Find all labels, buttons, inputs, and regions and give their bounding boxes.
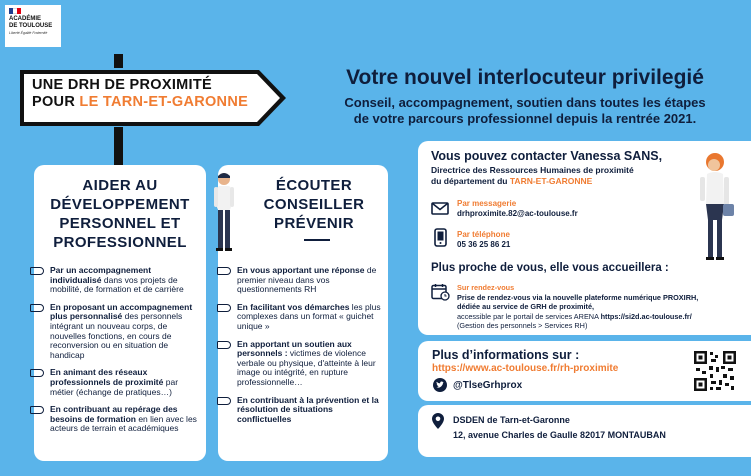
phone-label: Par téléphone — [457, 230, 510, 239]
sign-line2-prefix: POUR — [32, 94, 80, 110]
col1-title-line: PROFESSIONNEL — [53, 234, 187, 251]
tag-icon — [30, 304, 44, 312]
road-sign-text — [32, 77, 282, 111]
list-item — [217, 396, 387, 425]
logo-line1: ACADÉMIE — [9, 16, 42, 22]
item-bold: En animant des réseaux professionnels de proximité — [50, 367, 164, 387]
academie-logo — [5, 5, 61, 47]
mail-icon — [431, 202, 449, 215]
closer-heading: Plus proche de vous, elle vous accueillera : — [431, 262, 669, 274]
item-text: dans vos projets de mobilité, de formation et de carrière — [50, 274, 184, 295]
contact-header — [431, 149, 701, 187]
contact-heading: Vous pouvez contacter Vanessa SANS, — [431, 149, 663, 163]
rdv-text1-prefix: accessible par le portail de services ARENA — [457, 311, 601, 321]
sign-post-bottom — [114, 127, 123, 167]
more-info-url[interactable]: https://www.ac-toulouse.fr/rh-proximite — [432, 363, 619, 374]
item-bold: En contribuant au repérage des besoins de formation — [50, 404, 178, 424]
tag-icon — [217, 341, 231, 349]
arena-link[interactable]: https://si2d.ac-toulouse.fr/ — [600, 311, 692, 321]
item-text: en lien avec les acteurs de terrain et académiques — [50, 413, 197, 434]
logo-motto: Liberté Égalité Fraternité — [9, 31, 48, 35]
item-bold: En vous apportant une réponse — [237, 265, 365, 275]
rdv-text2: (Gestion des personnels > Services RH) — [457, 321, 588, 331]
col2-title-line: CONSEILLER — [263, 196, 365, 213]
col2-title-line: ÉCOUTER — [275, 177, 353, 194]
item-text: victimes de violence verbale ou physique, d'atteinte à leur image ou intégrité, en rupture professionnelle… — [237, 348, 376, 387]
tag-icon — [30, 369, 44, 377]
woman-illustration — [693, 150, 735, 266]
col1-title-line: DÉVELOPPEMENT — [50, 196, 190, 213]
rdv-block — [457, 283, 747, 331]
man-illustration — [208, 170, 240, 254]
col2-list — [217, 266, 387, 432]
list-item — [30, 368, 200, 397]
item-bold: En proposant un accompagnement plus personnalisé — [50, 301, 193, 322]
list-item — [30, 405, 200, 434]
item-text: les plus complexes dans un format « guichet unique » — [237, 301, 381, 331]
qr-code-icon — [693, 350, 737, 392]
mail-block — [457, 199, 578, 219]
rdv-label: Sur rendez-vous — [457, 283, 515, 292]
col2-title — [218, 176, 388, 233]
item-bold: En contribuant à la prévention et la résolution de situations conflictuelles — [237, 394, 379, 424]
calendar-icon — [431, 283, 450, 301]
address-block — [453, 413, 666, 443]
list-item — [217, 266, 387, 295]
phone-block — [457, 230, 510, 250]
logo-line2: DE TOULOUSE — [9, 22, 53, 29]
role-highlight: TARN-ET-GARONNE — [509, 176, 593, 186]
address-line1: DSDEN de Tarn-et-Garonne — [453, 415, 570, 425]
col1-list — [30, 266, 200, 442]
col1-title — [34, 176, 206, 252]
subtitle-line1: Conseil, accompagnement, soutien dans toutes les étapes — [344, 95, 706, 110]
rdv-bold2: dédiée au service de GRH de proximité, — [457, 302, 595, 312]
tag-icon — [217, 397, 231, 405]
item-text: de premier niveau dans vos questionnements RH — [237, 265, 377, 295]
col1-title-line: PERSONNEL ET — [59, 215, 181, 232]
sign-line2-highlight: LE TARN-ET-GARONNE — [79, 94, 249, 110]
location-pin-icon — [432, 413, 444, 429]
divider — [304, 239, 330, 241]
address-line2: 12, avenue Charles de Gaulle 82017 MONTAUBAN — [453, 430, 666, 440]
twitter-icon — [433, 378, 447, 392]
contact-role-line1: Directrice des Ressources Humaines de proximité — [431, 165, 634, 175]
twitter-handle[interactable]: @TlseGrhprox — [453, 380, 523, 391]
item-text: des personnels intégrant un nouveau corps, de nouvelles fonctions, en cours de reconversion ou en situation de handicap — [50, 311, 183, 360]
phone-icon — [434, 228, 447, 247]
item-bold: En facilitant vos démarches — [237, 301, 350, 312]
sign-line2 — [32, 94, 282, 111]
item-bold: Par un accompagnement individualisé — [50, 265, 152, 285]
tag-icon — [217, 267, 231, 275]
list-item — [217, 303, 387, 332]
sign-line1: UNE DRH DE PROXIMITÉ — [32, 77, 213, 93]
tag-icon — [217, 304, 231, 312]
tag-icon — [30, 406, 44, 414]
list-item — [30, 266, 200, 295]
mail-value[interactable]: drhproximite.82@ac-toulouse.fr — [457, 209, 578, 218]
more-info-heading: Plus d’informations sur : — [432, 348, 580, 362]
role-prefix: du département du — [431, 176, 510, 186]
french-flag-icon — [9, 8, 21, 14]
list-item — [217, 340, 387, 388]
page-subtitle — [300, 95, 750, 127]
list-item — [30, 303, 200, 361]
phone-value[interactable]: 05 36 25 86 21 — [457, 240, 511, 249]
contact-role-line2 — [431, 176, 701, 187]
rdv-text1 — [457, 312, 747, 322]
item-bold: En apportant un soutien aux personnels : — [237, 338, 352, 359]
item-text: par métier (échange de pratiques…) — [50, 376, 179, 397]
rdv-bold1: Prise de rendez-vous via la nouvelle plateforme numérique PROXIRH, — [457, 292, 699, 302]
tag-icon — [30, 267, 44, 275]
col1-title-line: AIDER AU — [82, 177, 158, 194]
subtitle-line2: de votre parcours professionnel depuis la rentrée 2021. — [353, 111, 697, 126]
col2-title-line: PRÉVENIR — [274, 215, 354, 232]
page-title: Votre nouvel interlocuteur privilegié — [346, 66, 704, 89]
mail-label: Par messagerie — [457, 199, 517, 208]
